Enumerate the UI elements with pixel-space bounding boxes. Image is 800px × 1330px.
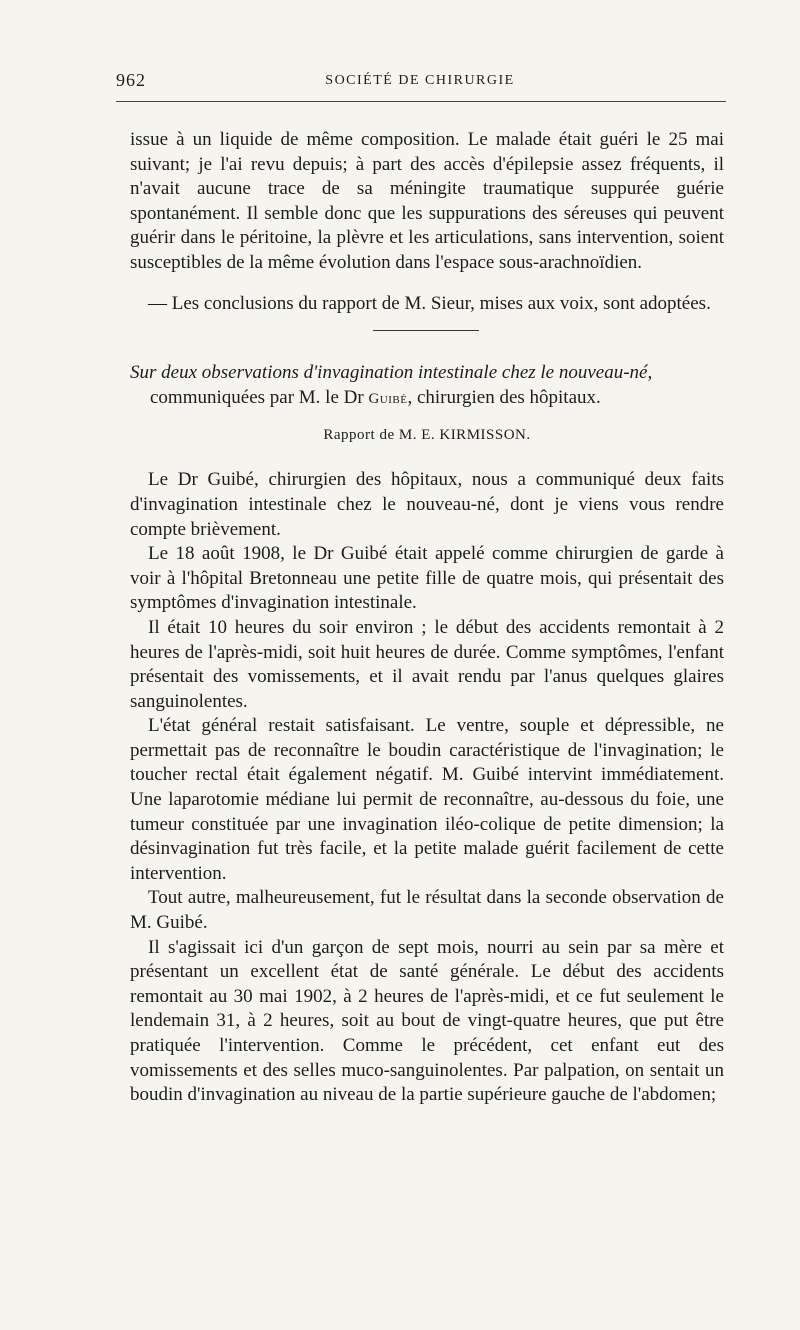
article-title-text: Sur deux observations d'invagination intestinale chez le nouveau-né, bbox=[130, 362, 653, 384]
conclusions-paragraph: — Les conclusions du rapport de M. Sieur, mises aux voix, sont adoptées. bbox=[148, 292, 711, 314]
page-number: 962 bbox=[116, 70, 146, 90]
subtitle-prefix: communiquées par M. le Dr bbox=[150, 386, 369, 408]
body-paragraph-2: Le 18 août 1908, le Dr Guibé était appelé comme chirurgien de garde à voir à l'hôpital Bretonneau une petite fille de quatre mois, qui présentait des symptômes d'invagination intestinale. bbox=[130, 543, 724, 614]
author-name: Guibé bbox=[368, 390, 408, 407]
body-paragraph-6: Il s'agissait ici d'un garçon de sept mois, nourri au sein par sa mère et présentant un excellent état de santé générale. Le début des accidents remontait au 30 mai 1902, à 2 heures de l'après-midi, et ce fut seulement le lendemain 31, à 2 heures, soit au bout de vingt-quatre heures, que put être pratiquée l'intervention. Comme le précédent, cet enfant eut des vomissements et des selles muco-sanguinolentes. Par palpation, on sentait un boudin d'invagination au niveau de la partie supérieure gauche de l'abdomen; bbox=[130, 936, 724, 1106]
body-paragraph-3: Il était 10 heures du soir environ ; le début des accidents remontait à 2 heures de l'après-midi, soit huit heures de durée. Comme symptômes, l'enfant présentait des vomissements, et il avait rendu par l'anus quelques glaires sanguinolentes. bbox=[130, 616, 724, 712]
running-title: SOCIÉTÉ DE CHIRURGIE bbox=[325, 73, 515, 88]
article-title bbox=[130, 361, 724, 386]
intro-paragraph: issue à un liquide de même composition. Le malade était guéri le 25 mai suivant; je l'ai revu depuis; à part des accès d'épilepsie assez fréquents, il n'avait aucune trace de sa méningite traumatique suppurée guérie spontanément. Il semble donc que les suppurations des séreuses qui peuvent guérir dans le péritoine, la plèvre et les articulations, sans intervention, soient susceptibles de la même évolution dans l'espace sous-arachnoïdien. bbox=[130, 129, 724, 273]
article-subtitle bbox=[150, 386, 724, 412]
body-paragraph-5: Tout autre, malheureusement, fut le résultat dans la seconde observation de M. Guibé. bbox=[130, 887, 724, 934]
page-header bbox=[116, 70, 724, 100]
body-paragraph-4: L'état général restait satisfaisant. Le ventre, souple et dépressible, ne permettait pas de reconnaître le boudin caractéristique de l'invagination; le toucher rectal était également négatif. M. Guibé intervint immédiatement. Une laparotomie médiane lui permit de reconnaître, au-dessous du foie, une tumeur constituée par une invagination iléo-colique de petite dimension; la désinvagination fut très facile, et la petite malade guérit facilement de cette intervention. bbox=[130, 715, 724, 884]
page-body bbox=[130, 128, 724, 1108]
header-rule bbox=[116, 101, 726, 102]
report-line: Rapport de M. E. KIRMISSON. bbox=[323, 427, 531, 444]
subtitle-suffix: , chirurgien des hôpitaux. bbox=[407, 386, 601, 408]
body-paragraph-1: Le Dr Guibé, chirurgien des hôpitaux, nous a communiqué deux faits d'invagination intestinale chez le nouveau-né, dont je viens vous rendre compte brièvement. bbox=[130, 469, 724, 540]
